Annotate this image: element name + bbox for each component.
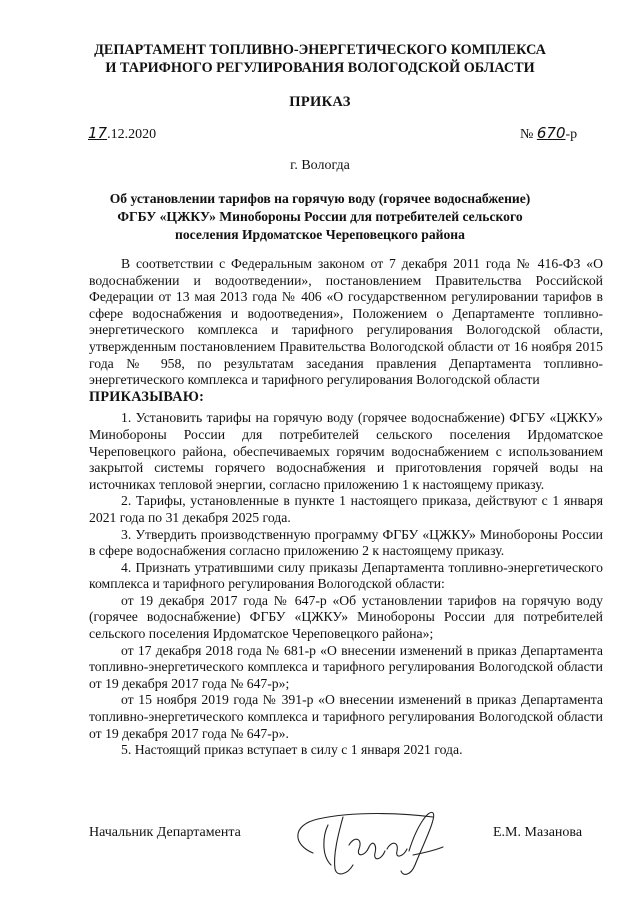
handwritten-signature	[283, 805, 453, 880]
signatory-position: Начальник Департамента	[89, 825, 241, 840]
order-item: 4. Признать утратившими силу приказы Департамента топливно-энергетического комплекса и тарифного регулирования Вологодской области:	[89, 559, 603, 592]
order-word: ПРИКАЗЫВАЮ:	[89, 388, 205, 405]
order-subitem: от 17 декабря 2018 года № 681-р «О внесении изменений в приказ Департамента топливно-энергетического комплекса и тарифного регулирования Вологодской области от 19 декабря 2017 года № 647-р»;	[89, 642, 603, 691]
document-type: ПРИКАЗ	[289, 94, 351, 110]
order-item: 2. Тарифы, установленные в пункте 1 настоящего приказа, действуют с 1 января 2021 года по 31 декабря 2025 года.	[89, 493, 603, 525]
order-body	[89, 256, 603, 759]
order-item: 5. Настоящий приказ вступает в силу с 1 января 2021 года.	[121, 742, 463, 758]
order-number-prefix: №	[520, 127, 534, 142]
order-item: 3. Утвердить производственную программу ФГБУ «ЦЖКУ» Минобороны России в сфере водоснабжения согласно приложению 2 к настоящему приказу.	[89, 526, 603, 559]
order-subject: Об установлении тарифов на горячую воду (горячее водоснабжение) ФГБУ «ЦЖКУ» Минобороны России для потребителей сельского поселения Ирдоматское Череповецкого района	[109, 191, 531, 242]
order-date-month-year: .12.2020	[107, 127, 157, 142]
city: г. Вологда	[290, 158, 350, 173]
order-number-value: 670	[536, 124, 566, 142]
order-subitem: от 15 ноября 2019 года № 391-р «О внесении изменений в приказ Департамента топливно-энергетического комплекса и тарифного регулирования Вологодской области от 19 декабря 2017 года № 647-р».	[89, 692, 603, 741]
order-date	[88, 124, 156, 143]
organization-name: ДЕПАРТАМЕНТ ТОПЛИВНО-ЭНЕРГЕТИЧЕСКОГО КОМПЛЕКСА И ТАРИФНОГО РЕГУЛИРОВАНИЯ ВОЛОГОДСКОЙ ОБЛАСТИ	[94, 42, 546, 76]
order-number	[520, 124, 577, 143]
preamble: В соответствии с Федеральным законом от 7 декабря 2011 года № 416-ФЗ «О водоснабжении и водоотведении», постановлением Правительства Российской Федерации от 13 мая 2013 года № 406 «О государственном регулировании тарифов в сфере водоснабжения и водоотведения», Положением о Департаменте топливно-энергетического комплекса и тарифного регулирования Вологодской области, утвержденным постановлением Правительства Вологодской области от 16 ноября 2015 года № 958, по результатам заседания правления Департамента топливно-энергетического комплекса и тарифного регулирования Вологодской области	[89, 256, 603, 388]
order-date-day: 17	[88, 124, 108, 142]
order-subitem: от 19 декабря 2017 года № 647-р «Об установлении тарифов на горячую воду (горячее водоснабжение) ФГБУ «ЦЖКУ» Минобороны России для потребителей сельского поселения Ирдоматское Череповецкого района»;	[89, 592, 603, 642]
order-number-suffix: -р	[565, 127, 578, 142]
signatory-name: Е.М. Мазанова	[493, 825, 583, 840]
order-item: 1. Установить тарифы на горячую воду (горячее водоснабжение) ФГБУ «ЦЖКУ» Минобороны России для потребителей сельского поселения Ирдоматское Череповецкого района, обеспечиваемых горячим водоснабжением с использованием закрытой системы горячего водоснабжения и приготовления горячей воды на источниках тепловой энергии, согласно приложению 1 к настоящему приказу.	[89, 410, 603, 492]
